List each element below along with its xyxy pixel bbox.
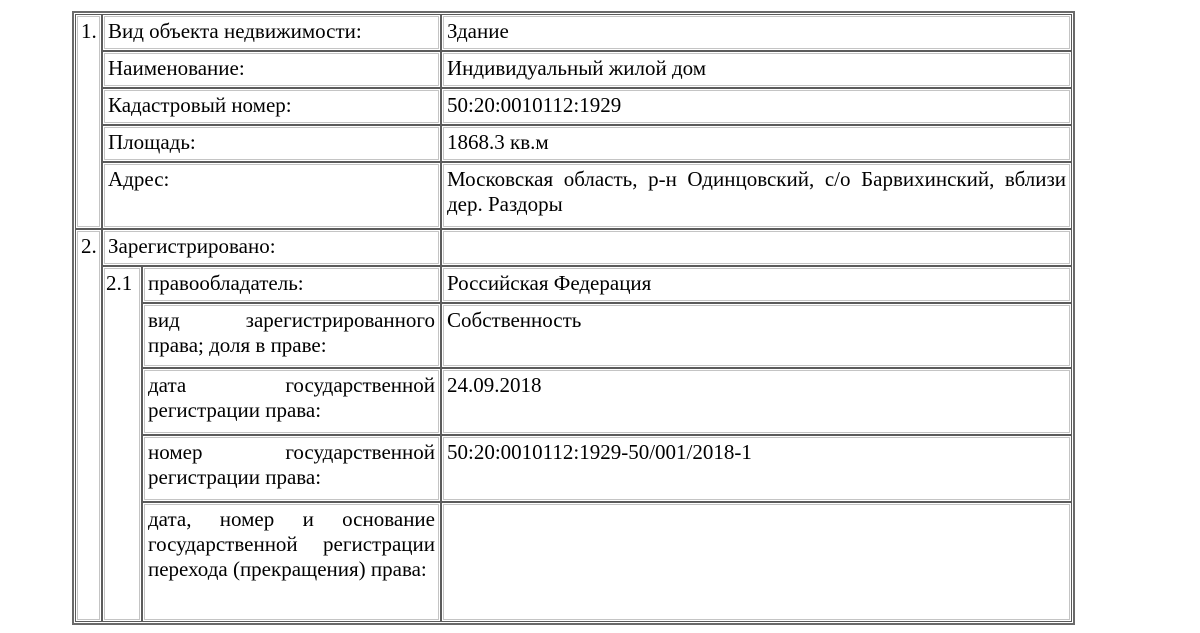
- rightholder-label: правообладатель:: [142, 266, 441, 303]
- registration-date-label: дата государственной регистрации права:: [142, 368, 441, 435]
- registration-date-value: 24.09.2018: [441, 368, 1072, 435]
- address-value: Московская область, р-н Одинцовский, с/о Барвихинский, вблизи дер. Раздоры: [441, 162, 1072, 229]
- registered-label: Зарегистрировано:: [102, 229, 441, 266]
- right-type-value: Собственность: [441, 303, 1072, 368]
- registration-number-value: 50:20:0010112:1929-50/001/2018-1: [441, 435, 1072, 502]
- registered-value: [441, 229, 1072, 266]
- rightholder-value: Российская Федерация: [441, 266, 1072, 303]
- area-value: 1868.3 кв.м: [441, 125, 1072, 162]
- cadastral-number-label: Кадастровый номер:: [102, 88, 441, 125]
- area-label: Площадь:: [102, 125, 441, 162]
- address-label: Адрес:: [102, 162, 441, 229]
- cadastral-number-value: 50:20:0010112:1929: [441, 88, 1072, 125]
- object-type-value: Здание: [441, 14, 1072, 51]
- section-2-number: 2.: [75, 229, 102, 622]
- object-name-value: Индивидуальный жилой дом: [441, 51, 1072, 88]
- object-name-label: Наименование:: [102, 51, 441, 88]
- transfer-registration-label: дата, номер и основание государственной регистрации перехода (прекращения) права:: [142, 502, 441, 622]
- right-type-label: вид зарегистрированного права; доля в праве:: [142, 303, 441, 368]
- object-type-label: Вид объекта недвижимости:: [102, 14, 441, 51]
- registration-number-label: номер государственной регистрации права:: [142, 435, 441, 502]
- subsection-2-1-number: 2.1: [102, 266, 142, 622]
- section-1-number: 1.: [75, 14, 102, 229]
- transfer-registration-value: [441, 502, 1072, 622]
